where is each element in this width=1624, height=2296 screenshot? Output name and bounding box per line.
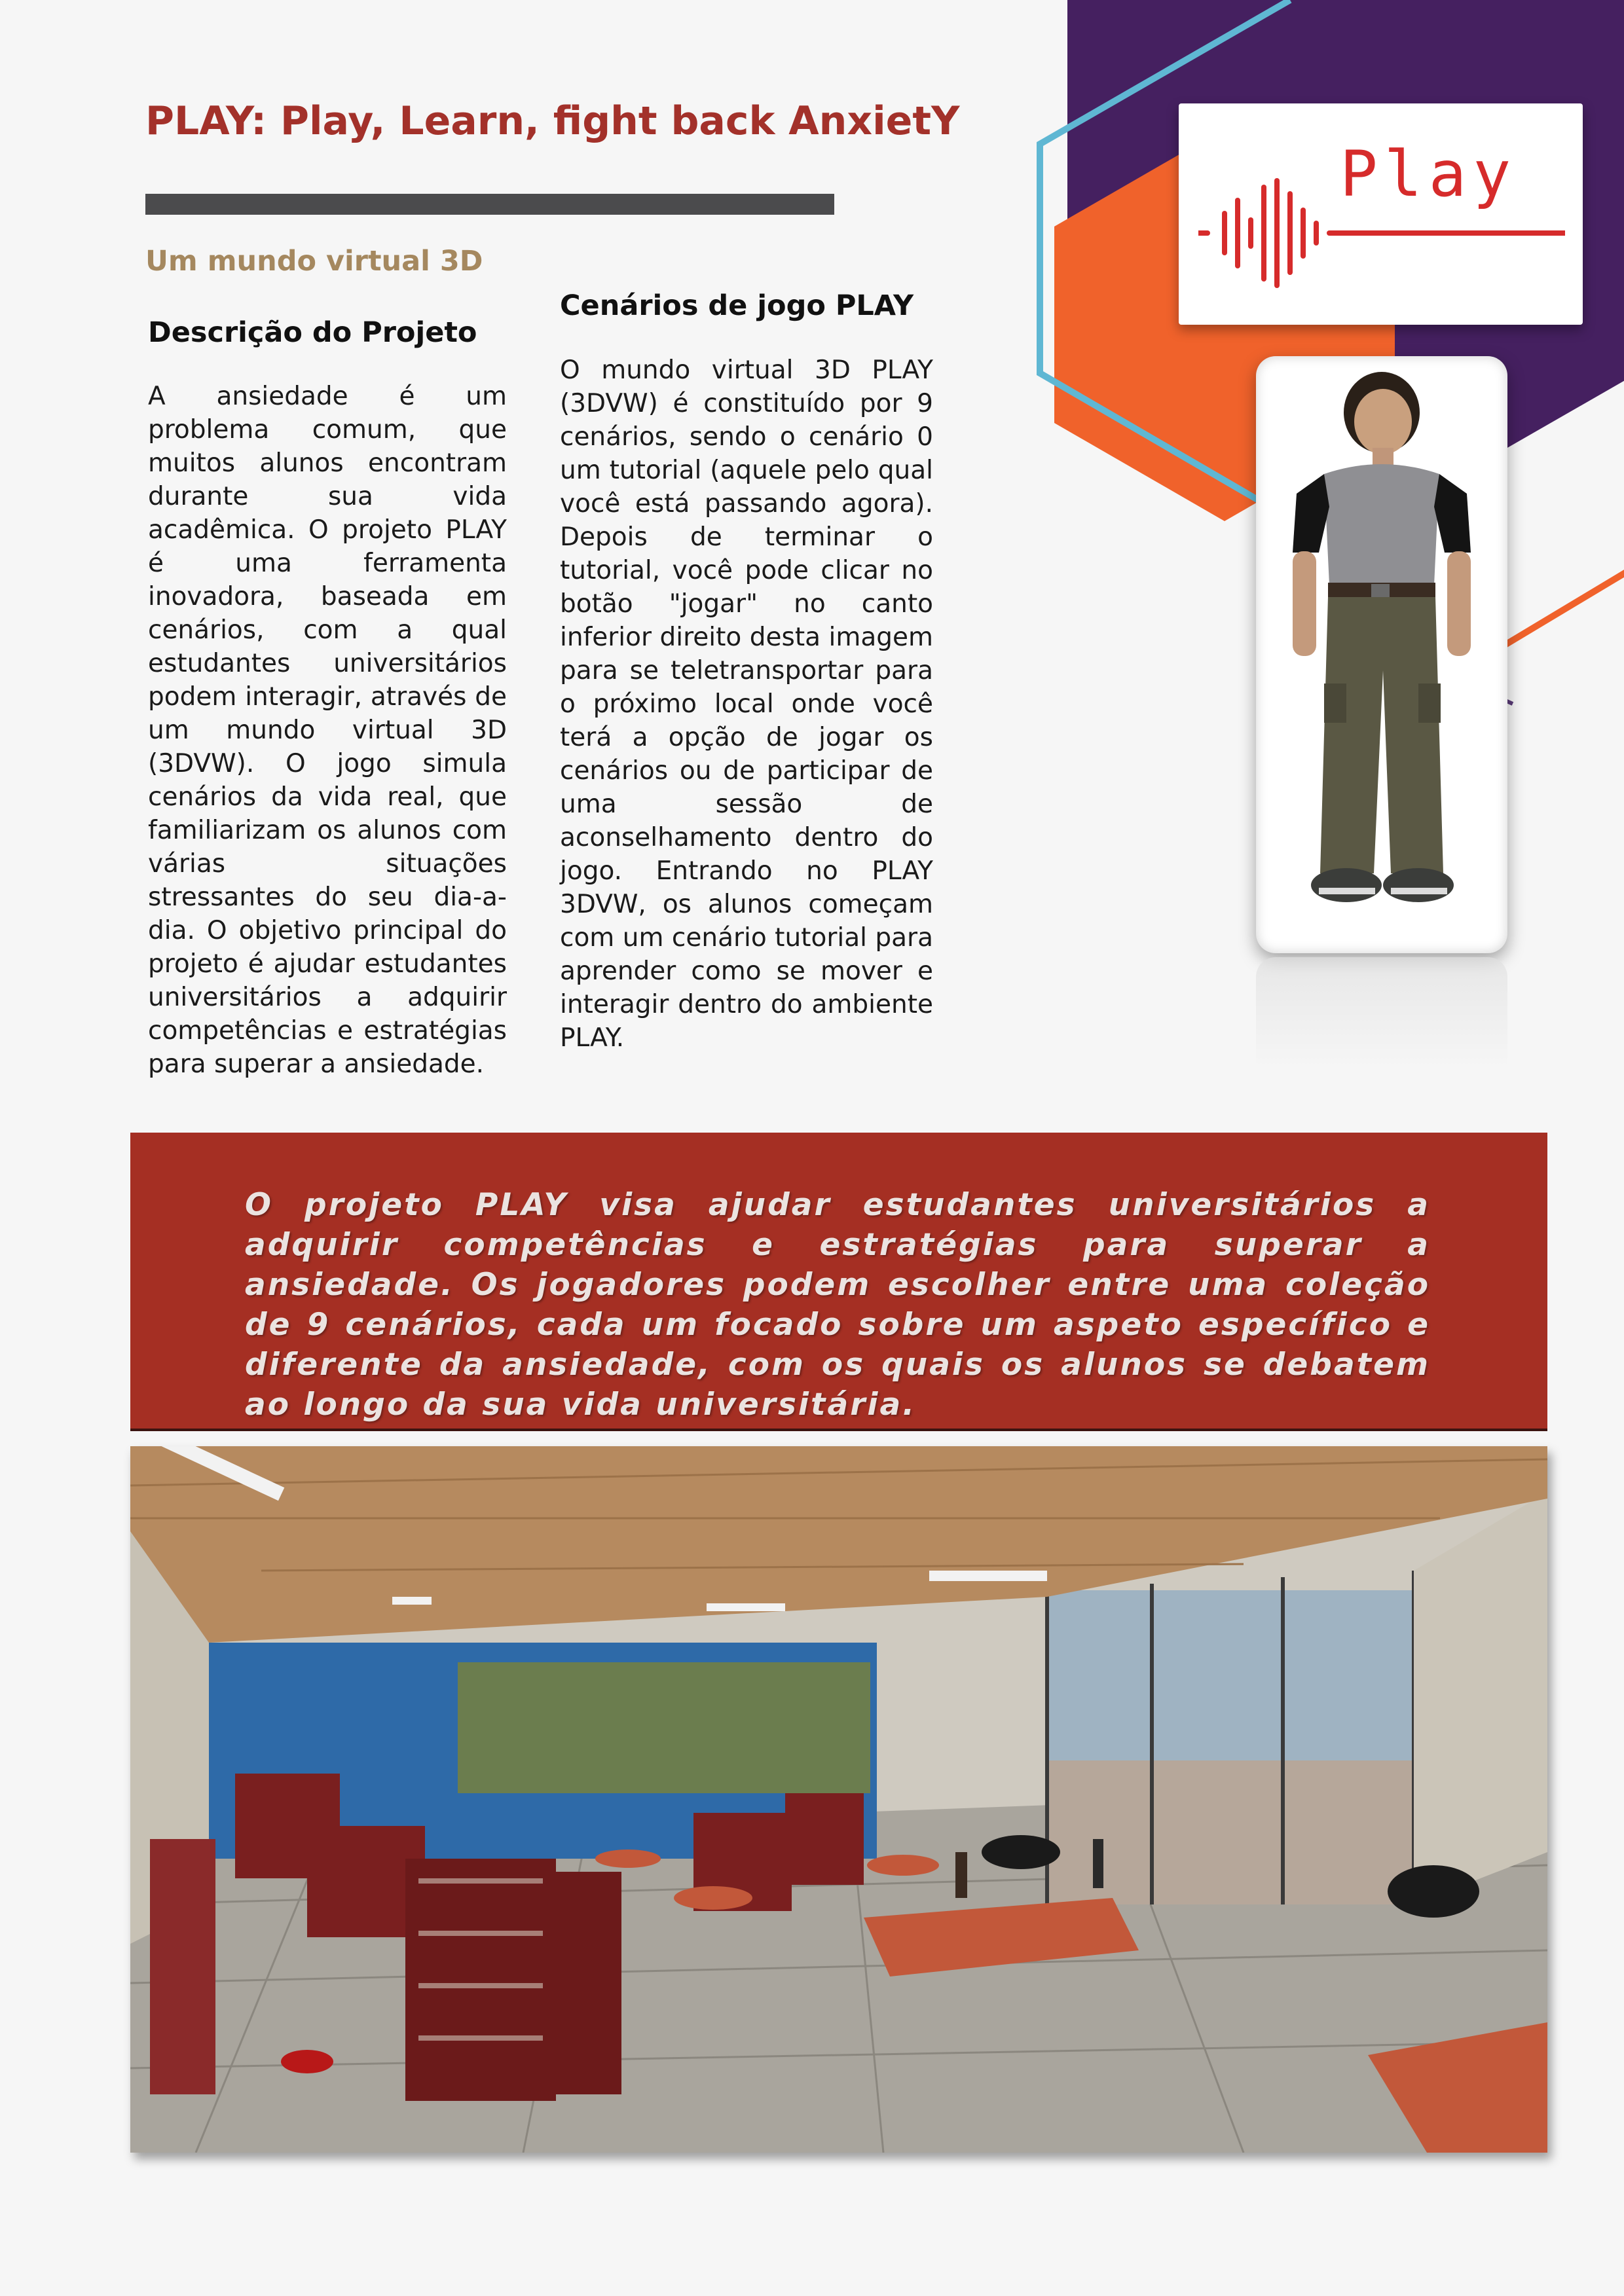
scenarios-heading: Cenários de jogo PLAY [560,289,914,322]
callout-box [130,1133,1547,1431]
description-heading: Descrição do Projeto [148,316,477,349]
page-title: PLAY: Play, Learn, fight back AnxietY [145,98,960,144]
logo-wordmark: Play [1340,137,1518,211]
wall-poster [458,1662,870,1793]
scenarios-text: O mundo virtual 3D PLAY (3DVW) é constituído por 9 cenários, sendo o cenário 0 um tutorial (aquele pelo qual você está passando agora). Depois de terminar o tutorial, você pode clicar no botão "jogar" no canto inferior direito desta imagem para se teletransportar para o próximo local onde você terá a opção de jogar os cenários ou de participar de uma sessão de aconselhamento dentro do jogo. Entrando no PLAY 3DVW, os alunos começam com um cenário tutorial para aprender como se mover e interagir dentro do ambiente PLAY. [560,355,933,1053]
right-stone-wall [1414,1492,1547,1904]
avatar-image [1256,356,1507,953]
avatar-reflection [1256,957,1507,1068]
avatar-card [1256,356,1507,953]
page-subtitle: Um mundo virtual 3D [145,245,483,278]
title-underline [145,194,834,215]
play-logo-card [1179,103,1583,325]
callout-text: O projeto PLAY visa ajudar estudantes universitários a adquirir competências e estratégias para superar a ansiedade. Os jogadores podem escolher entre uma coleção de 9 cenários, cada um focado sobre um aspeto específico e diferente da ansiedade, com os quais os alunos se debatem ao longo da sua vida universitária. [245,1187,1430,1423]
orange-outline-line [1500,570,1624,648]
description-text: A ansiedade é um problema comum, que muitos alunos encontram durante sua vida acadêmica. O projeto PLAY é uma ferramenta inovadora, baseada em cenários, com a qual estudantes universitários podem interagir, através de um mundo virtual 3D (3DVW). O jogo simula cenários da vida real, que familiarizam os alunos com várias situações stressantes do seu dia-a-dia. O objetivo principal do projeto é ajudar estudantes universitários a adquirir competências e estratégias para superar a ansiedade. [148,382,507,1079]
virtual-library-screenshot [130,1446,1547,2153]
